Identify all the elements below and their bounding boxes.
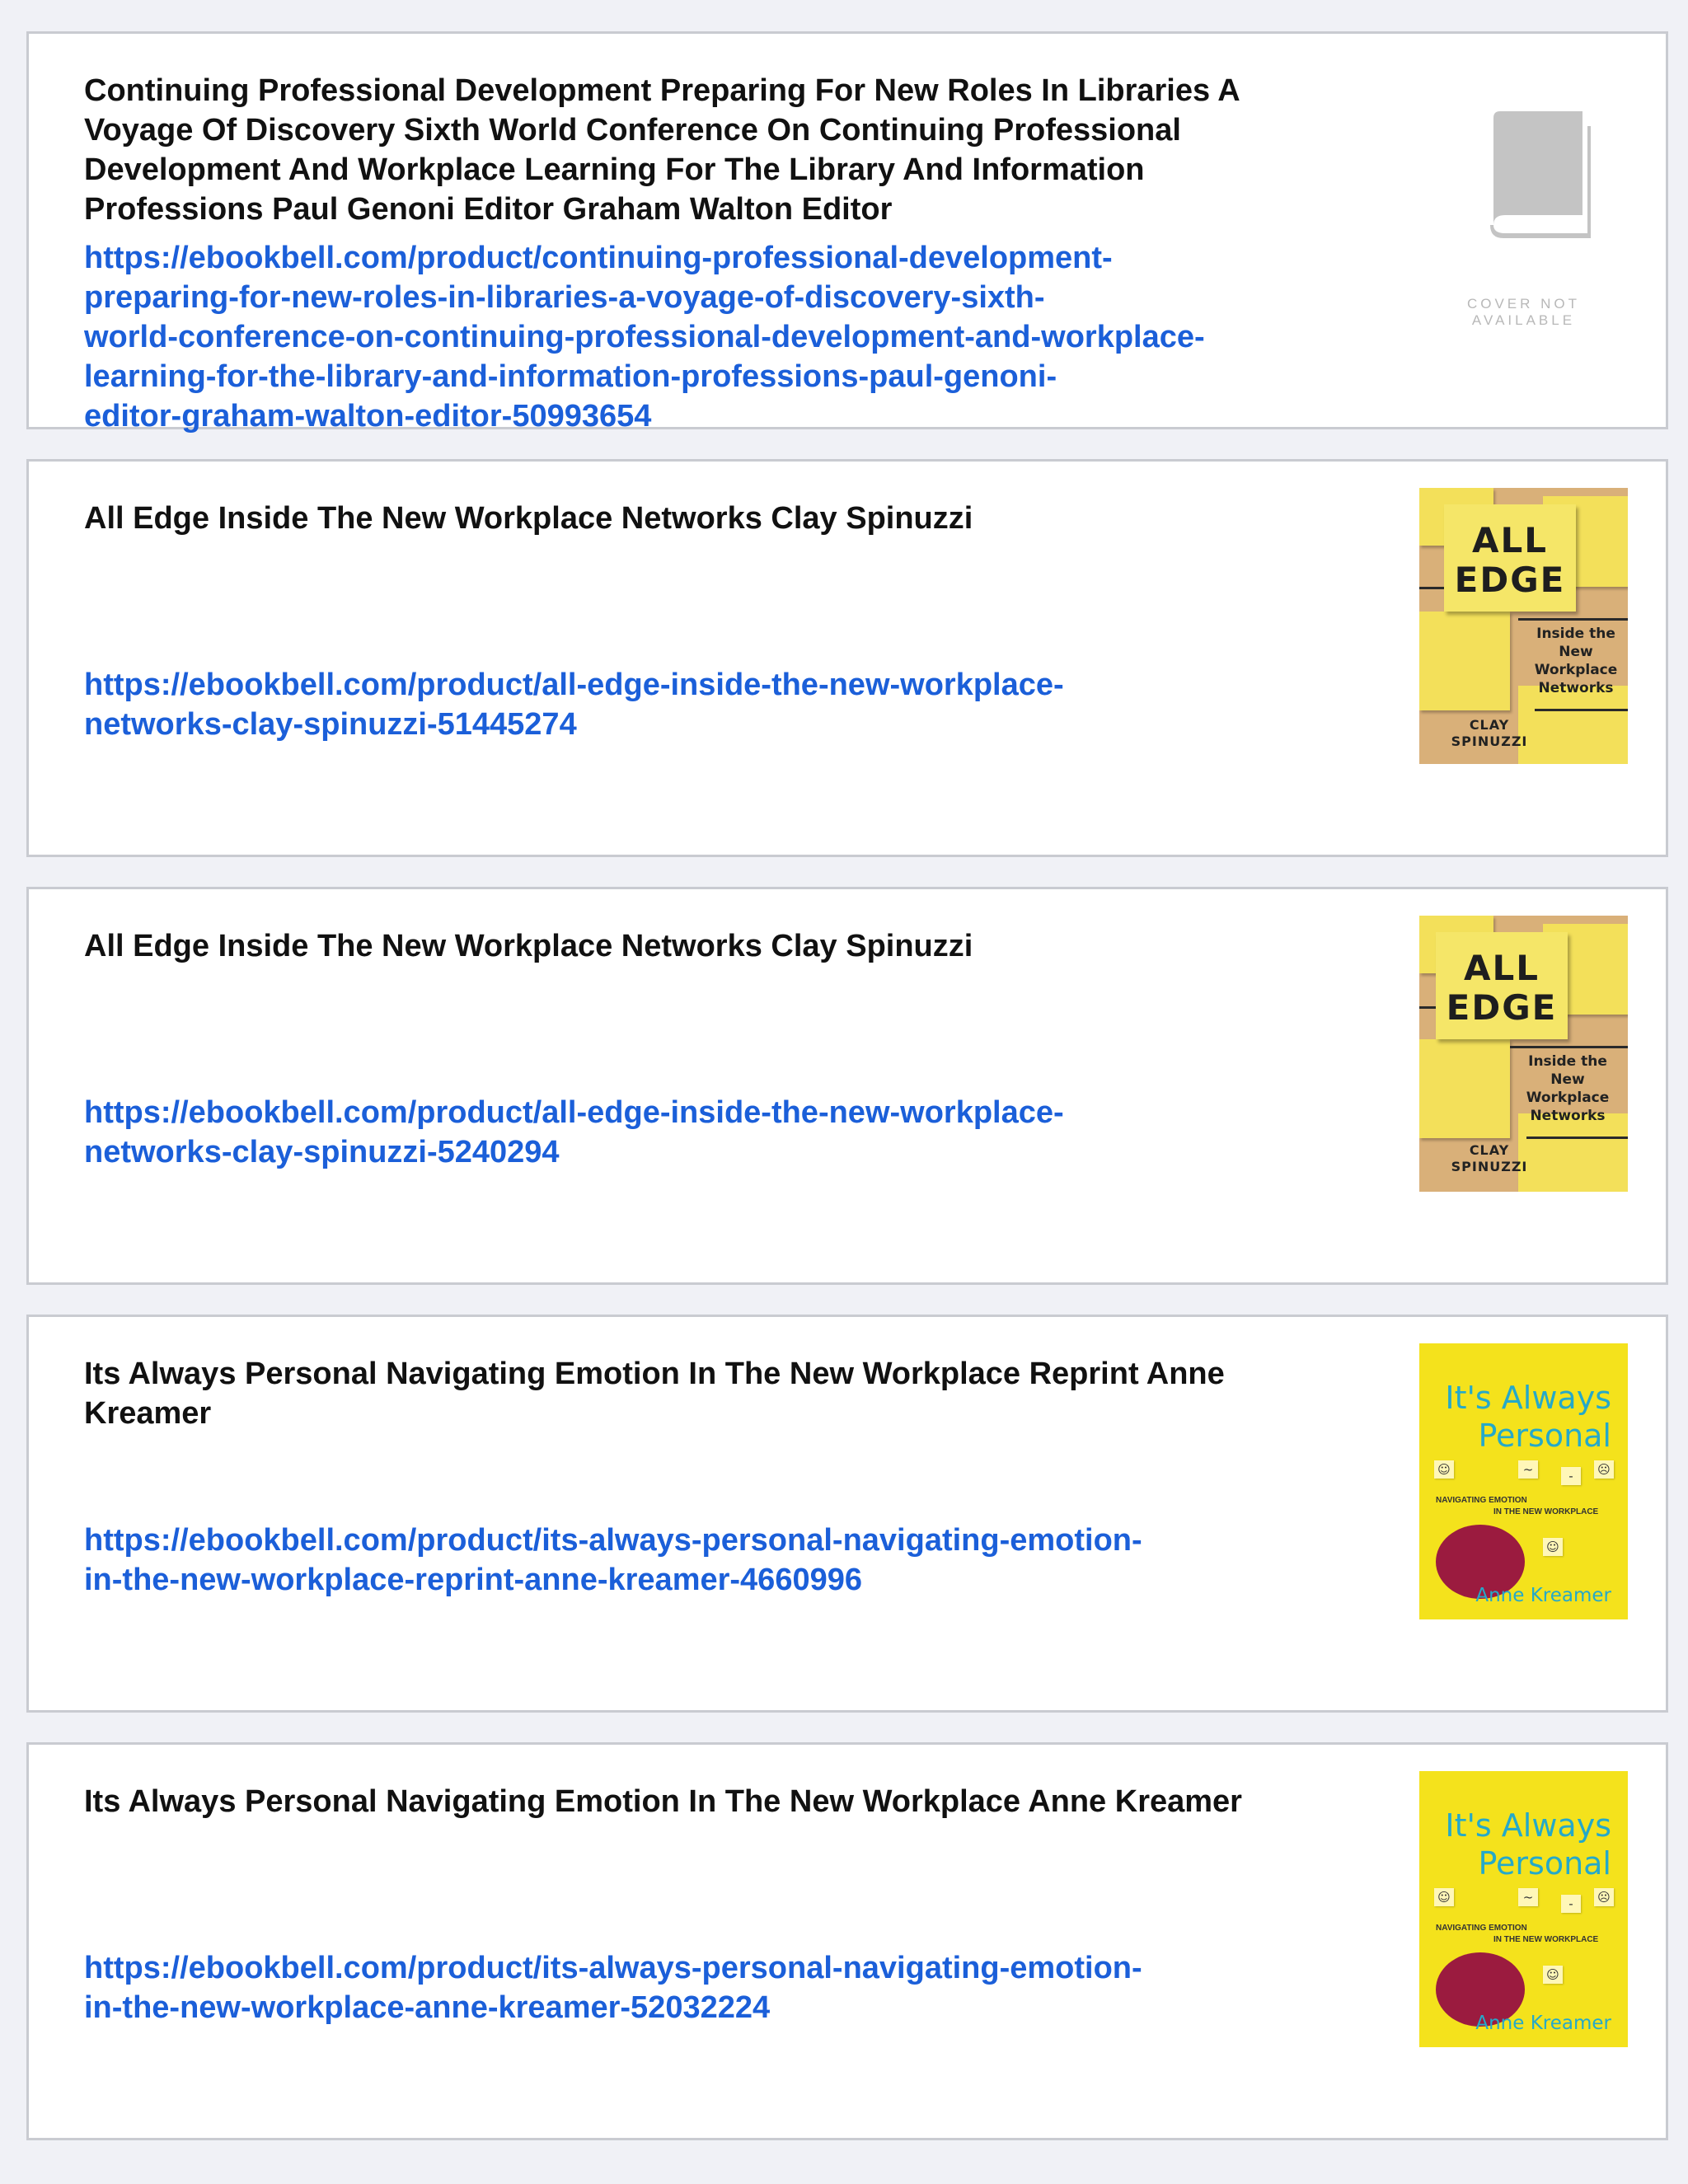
face-sticky: ☹ [1594,1460,1614,1479]
face-sticky: - [1561,1895,1581,1913]
book-card [26,31,1668,434]
cover-author: CLAY SPINUZZI [1451,1142,1528,1174]
book-title: All Edge Inside The New Workplace Networks Clay Spinuzzi [84,501,973,536]
smiley-sticky: ☺ [1434,1888,1454,1906]
book-link[interactable] [84,1093,1320,1172]
book-card [26,459,1668,857]
book-link[interactable] [84,1948,1320,2027]
book-title: Its Always Personal Navigating Emotion In The New Workplace Anne Kreamer [84,1784,1242,1819]
book-link[interactable] [84,238,1320,436]
link-line: https://ebookbell.com/product/continuing-professional-development- [84,241,1113,275]
smiley-sticky: ☺ [1543,1538,1563,1556]
link-line: editor-graham-walton-editor-50993654 [84,399,652,434]
cover-not-available-text: COVER NOT AVAILABLE [1466,296,1581,328]
link-line: preparing-for-new-roles-in-libraries-a-voyage-of-discovery-sixth- [84,280,1045,315]
cover-title: EDGE [1446,987,1558,1028]
link-line: learning-for-the-library-and-information-professions-paul-genoni- [84,359,1057,394]
cover-title: It's Always [1445,1380,1611,1416]
cover-title-note [1436,932,1568,1039]
face-sticky: - [1561,1467,1581,1485]
face-sticky: ~ [1518,1888,1538,1906]
smiley-sticky: ☺ [1543,1966,1563,1984]
link-line: networks-clay-spinuzzi-5240294 [84,1135,560,1169]
cover-author: CLAY SPINUZZI [1451,717,1528,749]
face-sticky: ~ [1518,1460,1538,1479]
cover-author: Anne Kreamer [1475,2013,1611,2034]
cover-author: Anne Kreamer [1475,1585,1611,1606]
cover-subtitle: NAVIGATING EMOTION IN THE NEW WORKPLACE [1436,1924,1599,1944]
link-line: https://ebookbell.com/product/all-edge-inside-the-new-workplace- [84,668,1064,702]
book-title: All Edge Inside The New Workplace Networks Clay Spinuzzi [84,929,973,963]
link-line: networks-clay-spinuzzi-51445274 [84,707,577,742]
link-line: https://ebookbell.com/product/its-always-personal-navigating-emotion- [84,1951,1142,1985]
link-line: in-the-new-workplace-anne-kreamer-52032224 [84,1990,771,2025]
cover-title: ALL [1471,520,1549,560]
cover-title: EDGE [1454,560,1566,600]
cover-title: Personal [1478,1845,1611,1882]
face-sticky: ☹ [1594,1888,1614,1906]
cover-title: It's Always [1445,1807,1611,1844]
book-card [26,1742,1668,2140]
link-line: https://ebookbell.com/product/its-always-personal-navigating-emotion- [84,1523,1142,1558]
link-line: https://ebookbell.com/product/all-edge-inside-the-new-workplace- [84,1095,1064,1130]
link-line: in-the-new-workplace-reprint-anne-kreamer-4660996 [84,1563,862,1597]
book-cover[interactable] [1419,1771,1628,2047]
cover-subtitle: Inside the New Workplace Networks [1526,1053,1610,1124]
smiley-sticky: ☺ [1434,1460,1454,1479]
book-link[interactable] [84,1521,1320,1600]
book-cover[interactable] [1419,488,1628,764]
cover-subtitle: Inside the New Workplace Networks [1534,626,1618,696]
book-cover[interactable] [1419,60,1628,336]
book-title: Its Always Personal Navigating Emotion In The New Workplace Reprint Anne Kreamer [84,1357,1225,1431]
book-card [26,1315,1668,1713]
book-title: Continuing Professional Development Preparing For New Roles In Libraries A Voyage Of Discovery Sixth World Conference On Continuing Professional Development And Workplace Learning For The Library And Information Professions Paul Genoni Editor Graham Walton Editor [84,73,1240,227]
book-cover[interactable] [1419,916,1628,1192]
link-line: world-conference-on-continuing-professional-development-and-workplace- [84,320,1205,354]
book-link[interactable] [84,665,1320,744]
book-card [26,887,1668,1285]
cover-title-note [1444,504,1576,612]
book-cover[interactable] [1419,1343,1628,1619]
cover-subtitle: NAVIGATING EMOTION IN THE NEW WORKPLACE [1436,1496,1599,1516]
cover-title: ALL [1463,948,1540,988]
book-icon [1485,110,1592,241]
cover-title: Personal [1478,1418,1611,1454]
